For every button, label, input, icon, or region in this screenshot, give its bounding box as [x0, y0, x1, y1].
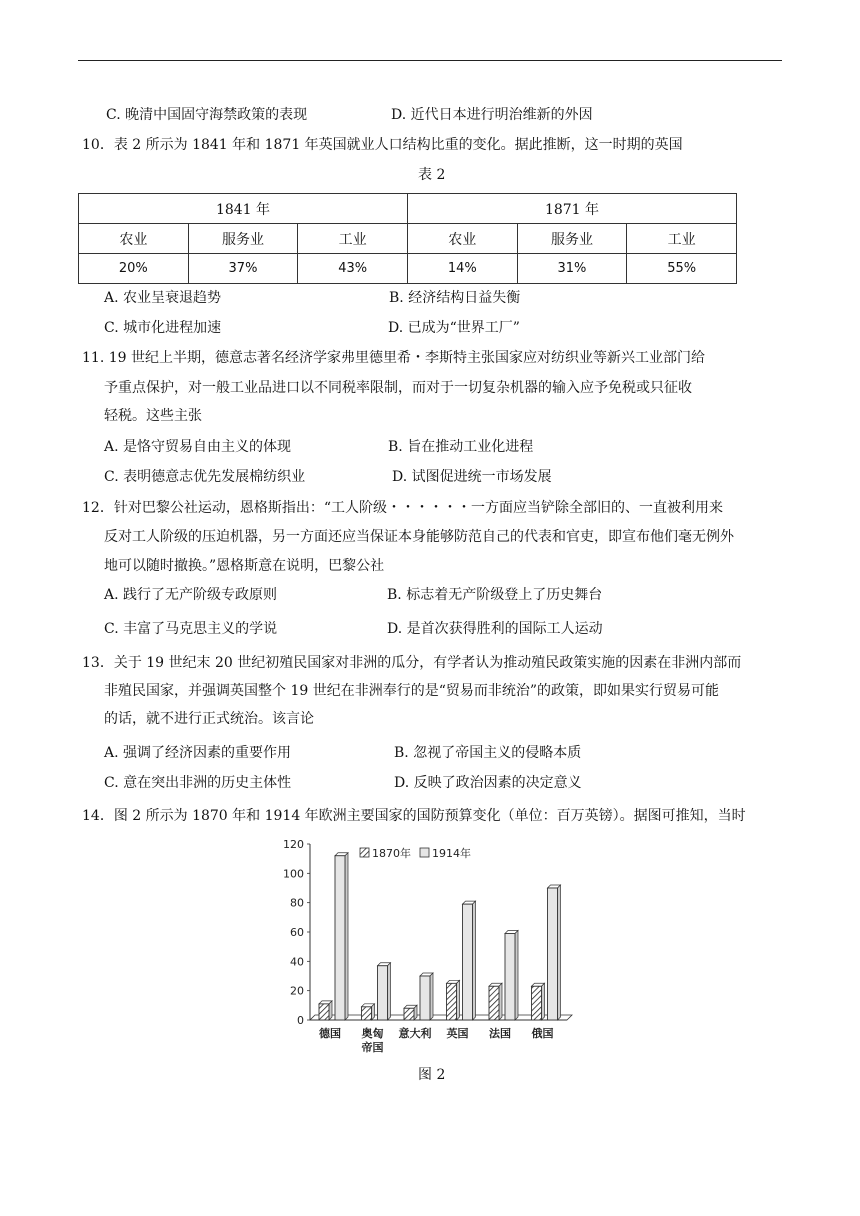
q12-option-b: B. 标志着无产阶级登上了历史舞台	[387, 587, 603, 603]
q13-option-a: A. 强调了经济因素的重要作用	[104, 745, 292, 761]
bar-side	[345, 853, 348, 1020]
legend-label: 1914年	[432, 847, 471, 860]
y-tick-label: 40	[290, 955, 304, 969]
top-rule	[78, 60, 782, 61]
figure-caption: 图 2	[418, 1067, 446, 1083]
q9-option-d: D. 近代日本进行明治维新的外因	[391, 107, 593, 123]
x-tick-label: 意大利	[398, 1027, 432, 1040]
q13-line3: 的话，就不进行正式统治。该言论	[104, 711, 314, 727]
table-cell: 43%	[298, 254, 408, 284]
table-header: 工业	[627, 224, 737, 254]
q12-option-d: D. 是首次获得胜利的国际工人运动	[387, 621, 603, 637]
q12-line2: 反对工人阶级的压迫机器，另一方面还应当保证本身能够防范自己的代表和官吏，即宣布他们毫无例外	[104, 529, 734, 545]
bar-1914	[463, 904, 473, 1020]
bar-1914	[420, 976, 430, 1020]
q14-stem: 14．图 2 所示为 1870 年和 1914 年欧洲主要国家的国防预算变化（单位：百万英镑）。据图可推知，当时	[82, 808, 746, 824]
q10-stem: 10．表 2 所示为 1841 年和 1871 年英国就业人口结构比重的变化。据此推断，这一时期的英国	[82, 137, 683, 153]
bar-side	[515, 930, 518, 1020]
year-header-1871: 1871 年	[407, 194, 736, 224]
q13-line2: 非殖民国家，并强调英国整个 19 世纪在非洲奉行的是“贸易而非统治”的政策，即如果实行贸易可能	[104, 683, 720, 699]
x-tick-label: 英国	[446, 1027, 469, 1040]
y-tick-label: 20	[290, 984, 304, 998]
bar-side	[457, 980, 460, 1020]
bar-side	[329, 1001, 332, 1020]
q13-line1: 13．关于 19 世纪末 20 世纪初殖民国家对非洲的瓜分，有学者认为推动殖民政策实施的因素在非洲内部而	[82, 655, 742, 671]
table-header: 工业	[298, 224, 408, 254]
bar-side	[542, 983, 545, 1020]
legend-label: 1870年	[372, 847, 411, 860]
bar-1914	[505, 933, 515, 1020]
y-tick-label: 60	[290, 926, 304, 939]
q13-option-b: B. 忽视了帝国主义的侵略本质	[394, 745, 582, 761]
table-cell: 20%	[79, 254, 189, 284]
table-caption: 表 2	[418, 167, 446, 183]
q13-option-d: D. 反映了政治因素的决定意义	[394, 775, 582, 791]
bar-side	[473, 901, 476, 1020]
bar-1870	[447, 983, 457, 1020]
x-tick-label: 奥匈	[361, 1027, 384, 1040]
table-header: 农业	[79, 224, 189, 254]
q12-line1: 12．针对巴黎公社运动，恩格斯指出：“工人阶级・・・・・・一方面应当铲除全部旧的、一直被利用来	[82, 500, 723, 516]
x-tick-label: 法国	[489, 1027, 511, 1040]
year-header-1841: 1841 年	[79, 194, 408, 224]
bar-side	[558, 885, 561, 1020]
bar-side	[430, 973, 433, 1020]
q11-option-c: C. 表明德意志优先发展棉纺织业	[104, 469, 306, 485]
x-tick-label: 德国	[319, 1027, 341, 1040]
bar-1914	[378, 966, 388, 1020]
y-tick-label: 0	[297, 1014, 304, 1027]
defense-budget-chart	[280, 832, 580, 1060]
bar-1870	[404, 1008, 414, 1020]
bar-1914	[335, 856, 345, 1020]
q11-option-a: A. 是恪守贸易自由主义的体现	[104, 439, 292, 455]
table-cell: 37%	[188, 254, 298, 284]
q12-option-c: C. 丰富了马克思主义的学说	[104, 621, 278, 637]
q12-option-a: A. 践行了无产阶级专政原则	[104, 587, 278, 603]
bar-1870	[319, 1004, 329, 1020]
y-tick-label: 80	[290, 896, 304, 910]
table-cell: 31%	[517, 254, 627, 284]
table-cell: 14%	[407, 254, 517, 284]
x-tick-label: 俄国	[531, 1027, 554, 1040]
bar-1870	[489, 986, 499, 1020]
q9-option-c: C. 晚清中国固守海禁政策的表现	[106, 107, 308, 123]
bar-1870	[532, 986, 542, 1020]
bar-1914	[548, 888, 558, 1020]
q11-line2: 予重点保护，对一般工业品进口以不同税率限制，而对于一切复杂机器的输入应予免税或只征收	[104, 380, 692, 396]
q12-line3: 地可以随时撤换。”恩格斯意在说明，巴黎公社	[104, 558, 385, 574]
y-tick-label: 100	[283, 867, 304, 881]
q11-option-b: B. 旨在推动工业化进程	[388, 439, 534, 455]
table-cell: 55%	[627, 254, 737, 284]
bar-side	[388, 963, 391, 1020]
bar-side	[372, 1004, 375, 1020]
q11-line3: 轻税。这些主张	[104, 408, 202, 424]
bar-side	[414, 1005, 417, 1020]
legend-swatch	[360, 848, 369, 857]
table-header: 服务业	[188, 224, 298, 254]
employment-table	[78, 193, 737, 284]
bar-1870	[362, 1007, 372, 1020]
q10-option-a: A. 农业呈衰退趋势	[104, 290, 222, 306]
q11-line1: 11. 19 世纪上半期，德意志著名经济学家弗里德里希・李斯特主张国家应对纺织业等新兴工业部门给	[82, 350, 705, 366]
x-tick-label: 帝国	[361, 1041, 384, 1054]
q10-option-b: B. 经济结构日益失衡	[389, 290, 521, 306]
table-header: 农业	[407, 224, 517, 254]
q10-option-c: C. 城市化进程加速	[104, 320, 222, 336]
q13-option-c: C. 意在突出非洲的历史主体性	[104, 775, 292, 791]
bar-side	[499, 983, 502, 1020]
q10-option-d: D. 已成为“世界工厂”	[388, 320, 520, 336]
y-tick-label: 120	[283, 838, 304, 851]
q11-option-d: D. 试图促进统一市场发展	[392, 469, 552, 485]
table-header: 服务业	[517, 224, 627, 254]
legend-swatch	[420, 848, 429, 857]
